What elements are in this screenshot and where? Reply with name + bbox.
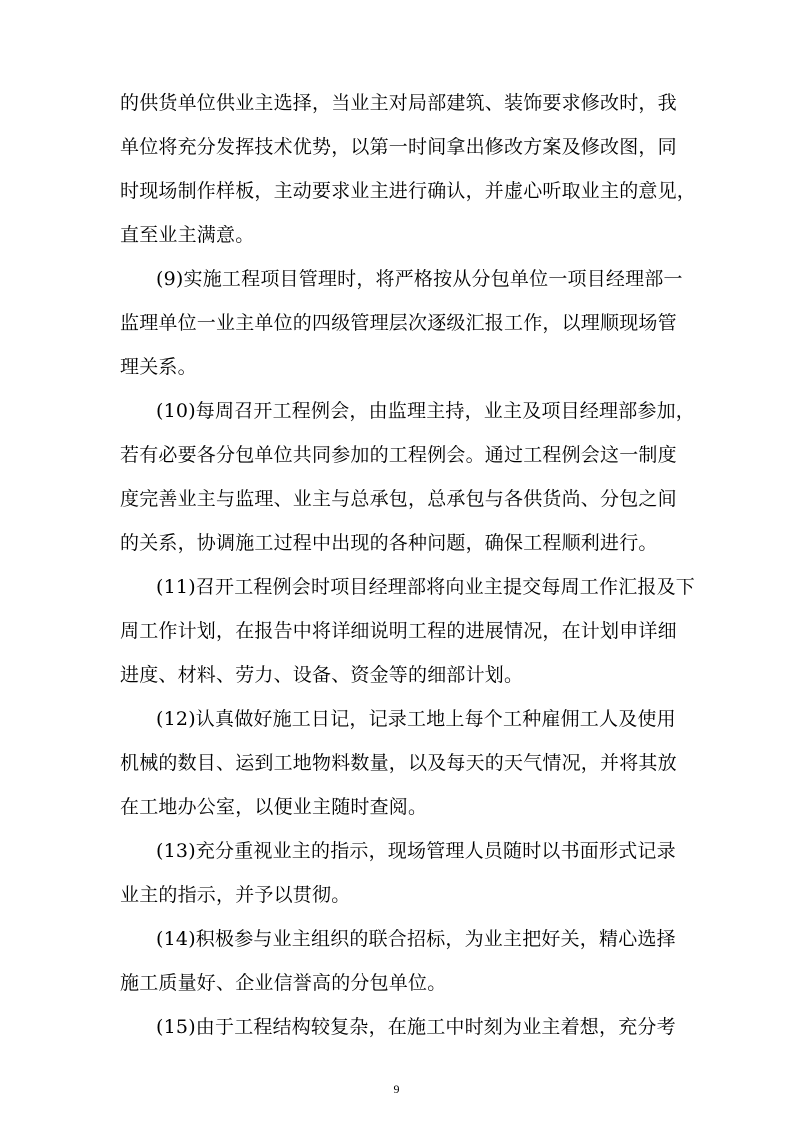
text-line: 度完善业主与监理、业主与总承包，总承包与各供货尚、分包之间 [120,488,677,510]
paragraph-15-start: (15)由于工程结构较复杂，在施工中时刻为业主着想，充分考 [156,1016,676,1038]
text-line: 施工质量好、企业信誉高的分包单位。 [120,972,447,994]
text-line: 监理单位一业主单位的四级管理层次逐级汇报工作，以理顺现场管 [120,312,677,334]
paragraph-12-start: (12)认真做好施工日记，记录工地上每个工种雇佣工人及使用 [156,708,676,730]
page-number: 9 [393,1082,400,1096]
text-line: 进度、材料、劳力、设备、资金等的细部计划。 [120,664,524,686]
text-line: 理关系。 [120,356,197,378]
text-line: 时现场制作样板，主动要求业主进行确认，并虚心听取业主的意见， [120,180,697,202]
paragraph-10-start: (10)每周召开工程例会，由监理主持，业主及项目经理部参加， [156,400,696,422]
text-line: 机械的数目、运到工地物料数量，以及每天的天气情况，并将其放 [120,752,677,774]
text-line: 直至业主满意。 [120,224,255,246]
paragraph-14-start: (14)积极参与业主组织的联合招标，为业主把好关，精心选择 [156,928,676,950]
paragraph-11-start: (11)召开工程例会时项目经理部将向业主提交每周工作汇报及下 [156,576,696,598]
paragraph-9-start: (9)实施工程项目管理时，将严格按从分包单位一项目经理部一 [156,268,683,290]
text-line: 周工作计划，在报告中将详细说明工程的进展情况，在计划申详细 [120,620,677,642]
text-line: 的供货单位供业主选择，当业主对局部建筑、装饰要求修改时，我 [120,92,677,114]
text-line: 在工地办公室，以便业主随时查阅。 [120,796,428,818]
text-line: 业主的指示，并予以贯彻。 [120,884,351,906]
text-line: 单位将充分发挥技术优势，以第一时间拿出修改方案及修改图，同 [120,136,677,158]
text-line: 的关系，协调施工过程中出现的各种问题，确保工程顺利进行。 [120,532,658,554]
text-line: 若有必要各分包单位共同参加的工程例会。通过工程例会这一制度 [120,444,677,466]
paragraph-13-start: (13)充分重视业主的指示，现场管理人员随时以书面形式记录 [156,840,676,862]
